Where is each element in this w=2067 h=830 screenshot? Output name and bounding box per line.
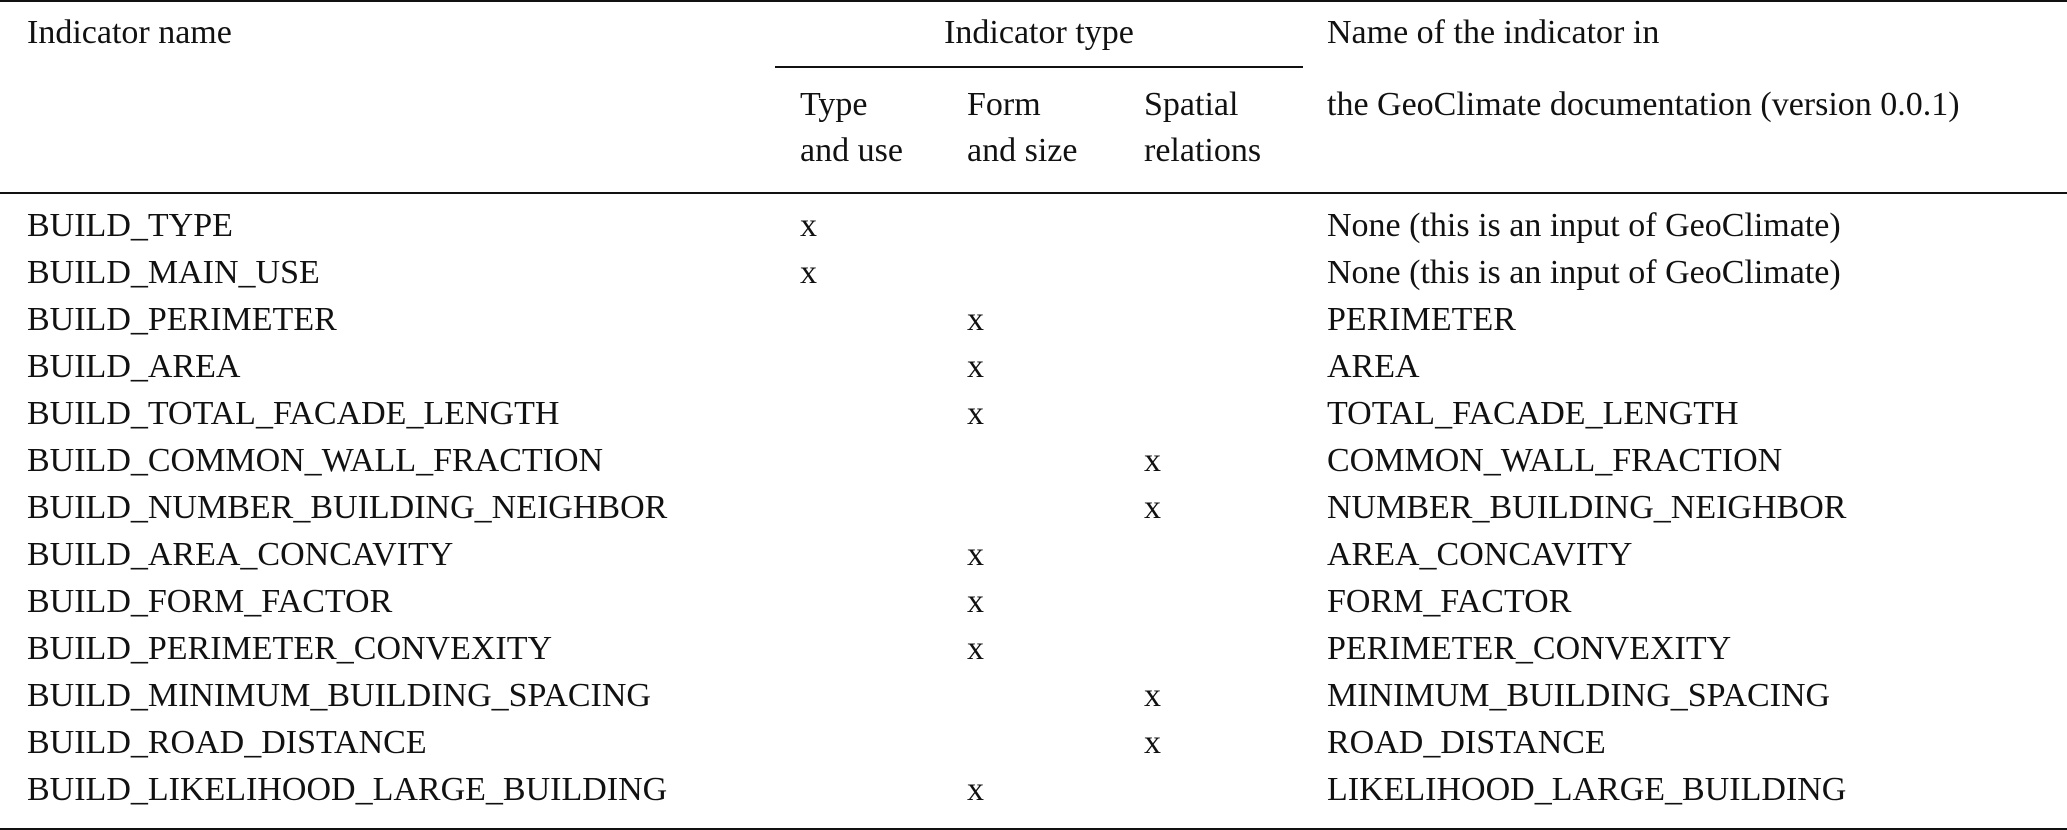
header-spatial-relations-line1: Spatial <box>1144 86 1239 123</box>
cell-indicator-name: BUILD_PERIMETER <box>27 301 337 338</box>
cell-doc-name: PERIMETER_CONVEXITY <box>1327 630 1732 667</box>
cell-doc-name: AREA <box>1327 348 1420 385</box>
table-top-rule <box>0 0 2067 2</box>
cell-spatial-relations: x <box>1144 442 1161 479</box>
cell-doc-name: LIKELIHOOD_LARGE_BUILDING <box>1327 771 1847 808</box>
cell-indicator-name: BUILD_COMMON_WALL_FRACTION <box>27 442 604 479</box>
cell-doc-name: COMMON_WALL_FRACTION <box>1327 442 1783 479</box>
table-row <box>0 672 2067 719</box>
cell-form-and-size: x <box>967 630 984 667</box>
cell-form-and-size: x <box>967 348 984 385</box>
header-indicator-name: Indicator name <box>27 14 232 51</box>
header-doc-name-line2: the GeoClimate documentation (version 0.0.1) <box>1327 86 1960 123</box>
cell-indicator-name: BUILD_PERIMETER_CONVEXITY <box>27 630 553 667</box>
header-form-and-size-line1: Form <box>967 86 1041 123</box>
header-type-and-use-line2: and use <box>800 132 903 169</box>
cell-form-and-size: x <box>967 395 984 432</box>
cell-doc-name: MINIMUM_BUILDING_SPACING <box>1327 677 1831 714</box>
header-type-and-use <box>800 82 903 174</box>
cell-spatial-relations: x <box>1144 677 1161 714</box>
header-form-and-size <box>967 82 1077 174</box>
table-row <box>0 249 2067 296</box>
header-type-and-use-line1: Type <box>800 86 868 123</box>
cell-indicator-name: BUILD_AREA_CONCAVITY <box>27 536 454 573</box>
cell-indicator-name: BUILD_AREA <box>27 348 241 385</box>
cell-indicator-name: BUILD_FORM_FACTOR <box>27 583 393 620</box>
cell-doc-name: AREA_CONCAVITY <box>1327 536 1633 573</box>
header-spatial-relations-line2: relations <box>1144 132 1262 169</box>
cell-doc-name: NUMBER_BUILDING_NEIGHBOR <box>1327 489 1847 526</box>
header-spatial-relations <box>1144 82 1261 174</box>
cell-indicator-name: BUILD_NUMBER_BUILDING_NEIGHBOR <box>27 489 668 526</box>
cell-type-and-use: x <box>800 254 817 291</box>
table-body <box>0 202 2067 813</box>
cell-form-and-size: x <box>967 301 984 338</box>
cell-spatial-relations: x <box>1144 489 1161 526</box>
table-row <box>0 766 2067 813</box>
cell-form-and-size: x <box>967 583 984 620</box>
cell-indicator-name: BUILD_ROAD_DISTANCE <box>27 724 427 761</box>
cell-indicator-name: BUILD_LIKELIHOOD_LARGE_BUILDING <box>27 771 668 808</box>
table-header-rule <box>0 192 2067 194</box>
table-row <box>0 437 2067 484</box>
header-group-rule <box>775 66 1303 68</box>
cell-indicator-name: BUILD_TOTAL_FACADE_LENGTH <box>27 395 560 432</box>
cell-doc-name: None (this is an input of GeoClimate) <box>1327 254 1841 291</box>
cell-doc-name: PERIMETER <box>1327 301 1516 338</box>
table-row <box>0 202 2067 249</box>
cell-form-and-size: x <box>967 536 984 573</box>
table-row <box>0 625 2067 672</box>
cell-spatial-relations: x <box>1144 724 1161 761</box>
table-row <box>0 296 2067 343</box>
cell-doc-name: FORM_FACTOR <box>1327 583 1572 620</box>
table-row <box>0 719 2067 766</box>
cell-type-and-use: x <box>800 207 817 244</box>
cell-indicator-name: BUILD_MAIN_USE <box>27 254 320 291</box>
cell-doc-name: None (this is an input of GeoClimate) <box>1327 207 1841 244</box>
cell-form-and-size: x <box>967 771 984 808</box>
header-indicator-type: Indicator type <box>944 14 1134 51</box>
table-row <box>0 343 2067 390</box>
cell-doc-name: TOTAL_FACADE_LENGTH <box>1327 395 1739 432</box>
table-row <box>0 531 2067 578</box>
cell-indicator-name: BUILD_MINIMUM_BUILDING_SPACING <box>27 677 651 714</box>
cell-indicator-name: BUILD_TYPE <box>27 207 233 244</box>
header-form-and-size-line2: and size <box>967 132 1078 169</box>
table-row <box>0 578 2067 625</box>
cell-doc-name: ROAD_DISTANCE <box>1327 724 1606 761</box>
table-row <box>0 390 2067 437</box>
table-row <box>0 484 2067 531</box>
header-doc-name-line1: Name of the indicator in <box>1327 14 1660 51</box>
